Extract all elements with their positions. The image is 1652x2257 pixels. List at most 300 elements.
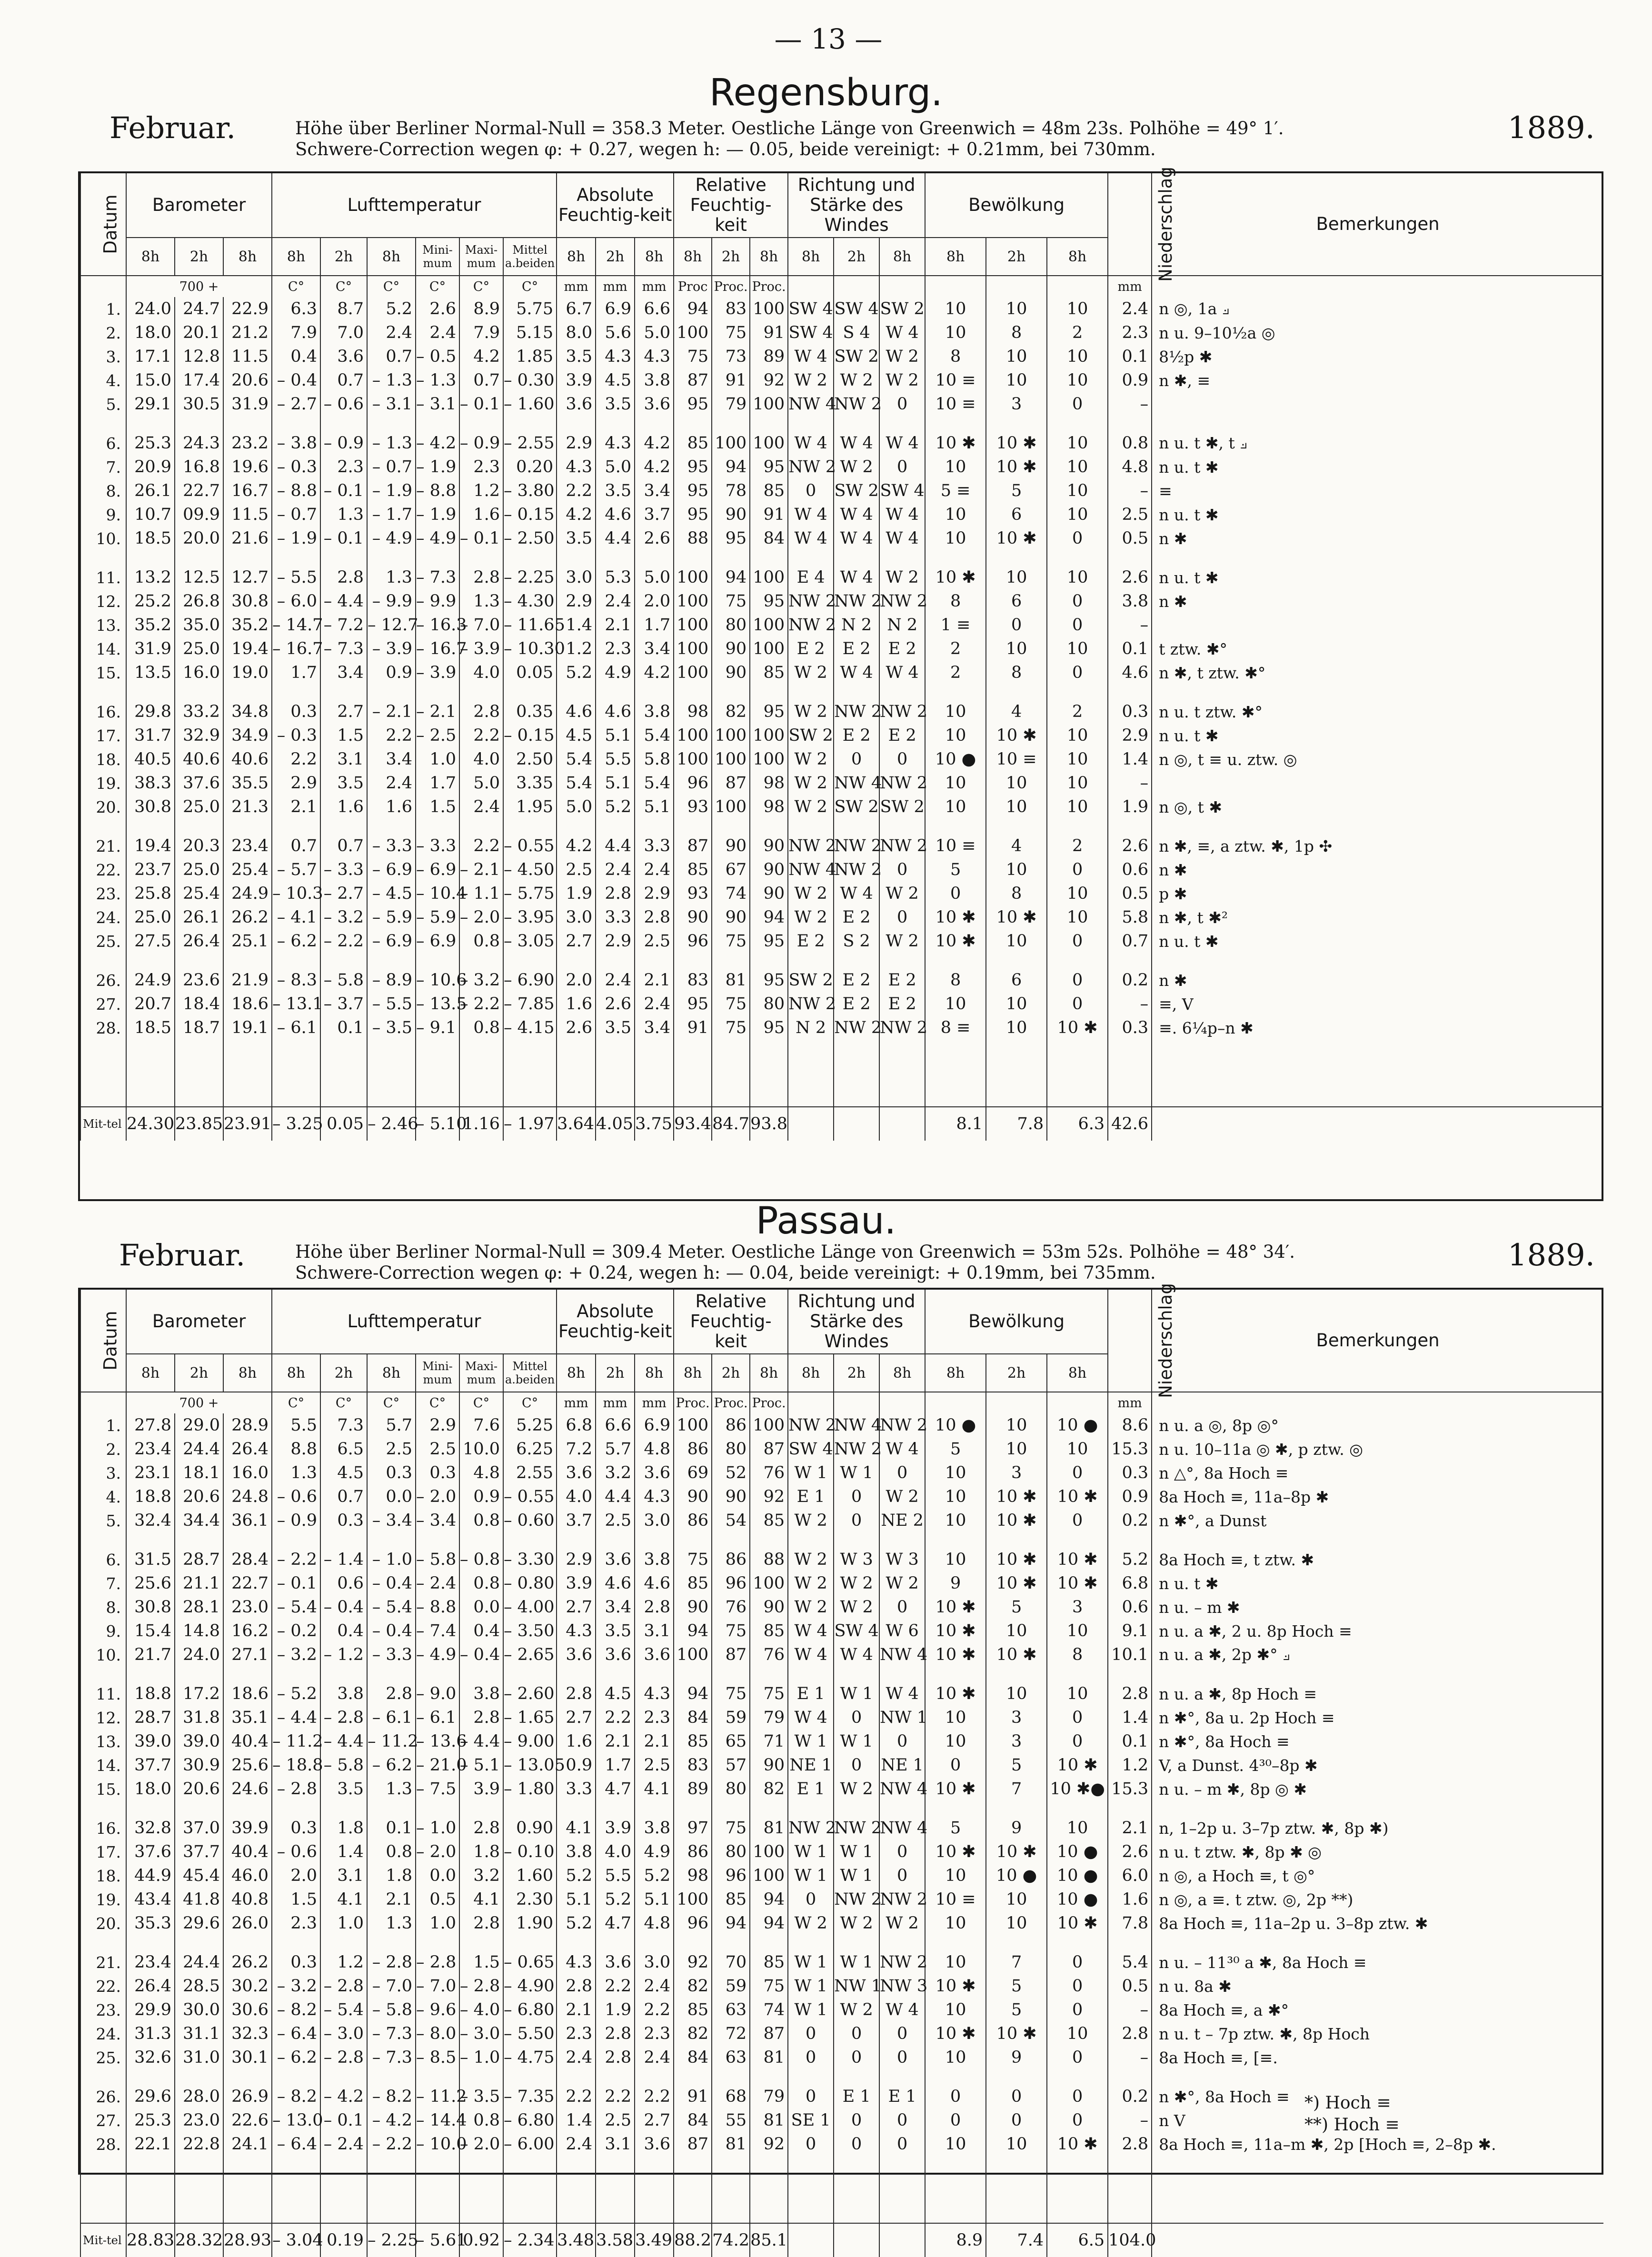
value-cell: W 1 — [834, 1950, 879, 1974]
spacer-cell — [986, 416, 1047, 431]
value-cell: 10 ✱ — [925, 566, 986, 589]
value-cell: 18.6 — [223, 992, 272, 1016]
value-cell: 4.2 — [635, 431, 674, 455]
value-cell: E 4 — [788, 566, 834, 589]
value-cell: 10 ✱ — [986, 431, 1047, 455]
value-cell: 94 — [674, 1682, 712, 1706]
remark-cell: n V — [1152, 2108, 1603, 2132]
value-cell: 0 — [925, 1753, 986, 1777]
value-cell: 0.1 — [1108, 345, 1152, 368]
value-cell: 10 ✱ — [986, 724, 1047, 747]
spacer-cell — [320, 1532, 367, 1548]
value-cell: NW 4 — [879, 1777, 925, 1801]
value-cell: 5 — [986, 479, 1047, 503]
spacer-cell — [320, 953, 367, 968]
value-cell: E 2 — [879, 724, 925, 747]
spacer-cell — [416, 953, 459, 968]
header-bemerkungen: Bemerkungen — [1152, 173, 1603, 276]
spacer-cell — [80, 1667, 126, 1682]
value-cell: 25.3 — [126, 431, 175, 455]
value-cell: 10 — [925, 1548, 986, 1571]
mittel-value: 93.8 — [750, 1107, 788, 1141]
value-cell: – 2.50 — [503, 527, 557, 550]
spacer-cell — [126, 2156, 175, 2223]
spacer-cell — [223, 416, 272, 431]
value-cell: – 2.1 — [367, 700, 416, 724]
remark-cell: n u. – m ✱, 8p ◎ ✱ — [1152, 1777, 1603, 1801]
value-cell: 79 — [712, 392, 750, 416]
value-cell: 10 — [925, 455, 986, 479]
value-cell: 2.4 — [635, 1974, 674, 1998]
value-cell: – 4.2 — [367, 2108, 416, 2132]
spacer-cell — [635, 550, 674, 566]
value-cell: NW 2 — [788, 455, 834, 479]
spacer-cell — [367, 416, 416, 431]
value-cell: – 1.65 — [503, 1706, 557, 1730]
spacer-cell — [1047, 416, 1108, 431]
value-cell: 2.4 — [367, 771, 416, 795]
value-cell: 2.4 — [367, 321, 416, 345]
value-cell: – 6.9 — [416, 929, 459, 953]
value-cell: 10 — [925, 1911, 986, 1935]
spacer-cell — [459, 1935, 503, 1950]
month-label: Februar. — [109, 110, 236, 145]
spacer-cell — [925, 1935, 986, 1950]
remark-cell: 8a Hoch ≡, 11a–8p ✱ — [1152, 1485, 1603, 1509]
value-cell: 1.4 — [1108, 1706, 1152, 1730]
remark-cell: n u. t ✱ — [1152, 503, 1603, 527]
value-cell: 2.3 — [635, 1706, 674, 1730]
value-cell: 2.1 — [1108, 1816, 1152, 1840]
value-cell: 2.7 — [320, 700, 367, 724]
value-cell: 3.8 — [320, 1682, 367, 1706]
value-cell: 93 — [674, 882, 712, 905]
value-cell: 29.6 — [126, 2085, 175, 2108]
unit-cell: C° — [416, 276, 459, 297]
spacer-cell — [925, 416, 986, 431]
value-cell: E 2 — [788, 637, 834, 661]
spacer-cell — [1108, 2069, 1152, 2085]
date-cell: 8. — [80, 1595, 126, 1619]
value-cell: – 13.05 — [503, 1753, 557, 1777]
remark-cell: n ✱, ≡, a ztw. ✱, 1p ✣ — [1152, 834, 1603, 858]
value-cell: 6.25 — [503, 1437, 557, 1461]
value-cell: W 2 — [879, 929, 925, 953]
value-cell: 10 — [925, 2132, 986, 2156]
value-cell: – 16.3 — [416, 613, 459, 637]
value-cell: 3.1 — [635, 1619, 674, 1643]
value-cell: 5.1 — [596, 724, 635, 747]
value-cell: 10 — [1047, 637, 1108, 661]
value-cell: 2.3 — [635, 2022, 674, 2046]
value-cell: 2.5 — [557, 858, 596, 882]
value-cell: – 2.2 — [320, 929, 367, 953]
value-cell: 100 — [674, 747, 712, 771]
value-cell: 90 — [750, 1595, 788, 1619]
value-cell: 5.7 — [367, 1413, 416, 1437]
spacer-cell — [1047, 1532, 1108, 1548]
spacer-cell — [320, 685, 367, 700]
value-cell: 0 — [1047, 2046, 1108, 2069]
unit-cell: Proc — [674, 276, 712, 297]
value-cell: 94 — [674, 1619, 712, 1643]
unit-cell-empty — [1047, 276, 1108, 297]
value-cell: 2.4 — [635, 858, 674, 882]
value-cell: 2.6 — [1108, 1840, 1152, 1864]
spacer-cell — [223, 1040, 272, 1107]
value-cell: – 0.4 — [367, 1571, 416, 1595]
spacer-cell — [788, 1801, 834, 1816]
unit-cell: C° — [272, 276, 320, 297]
unit-cell: C° — [459, 1392, 503, 1413]
value-cell: 28.5 — [175, 1974, 223, 1998]
value-cell: 30.2 — [223, 1974, 272, 1998]
value-cell: 85 — [750, 1619, 788, 1643]
value-cell: – 8.0 — [416, 2022, 459, 2046]
value-cell: 4.3 — [635, 1682, 674, 1706]
value-cell: 10 — [1047, 882, 1108, 905]
table-row — [80, 527, 1603, 550]
value-cell: 82 — [712, 700, 750, 724]
spacer-cell — [834, 550, 879, 566]
value-cell: 2.8 — [1108, 1682, 1152, 1706]
date-cell: 2. — [80, 321, 126, 345]
value-cell: 5.1 — [596, 771, 635, 795]
table-row — [80, 1911, 1603, 1935]
value-cell: 3.4 — [635, 637, 674, 661]
value-cell: 3.8 — [459, 1682, 503, 1706]
value-cell: 5.2 — [1108, 1548, 1152, 1571]
value-cell: – 12.7 — [367, 613, 416, 637]
value-cell: 17.1 — [126, 345, 175, 368]
value-cell: 12.7 — [223, 566, 272, 589]
value-cell: – 7.3 — [367, 2046, 416, 2069]
value-cell: 39.0 — [126, 1730, 175, 1753]
date-cell: 17. — [80, 724, 126, 747]
value-cell: 4.0 — [596, 1840, 635, 1864]
value-cell: – 3.80 — [503, 479, 557, 503]
value-cell: 87 — [712, 771, 750, 795]
spacer-cell — [674, 2069, 712, 2085]
subheader-h2: 2h — [596, 238, 635, 276]
spacer-cell — [788, 550, 834, 566]
value-cell: 28.7 — [126, 1706, 175, 1730]
value-cell: 35.1 — [223, 1706, 272, 1730]
spacer-cell — [503, 819, 557, 834]
subheader-h8: 8h — [126, 238, 175, 276]
subheader-h8: 8h — [750, 1354, 788, 1392]
value-cell: 94 — [674, 297, 712, 321]
value-cell: 3.8 — [557, 1840, 596, 1864]
value-cell: 5.5 — [596, 747, 635, 771]
remark-cell: n u. a ✱, 8p Hoch ≡ — [1152, 1682, 1603, 1706]
value-cell: 95 — [674, 392, 712, 416]
value-cell: 3.7 — [635, 503, 674, 527]
date-cell: 4. — [80, 1485, 126, 1509]
value-cell: 2.8 — [1108, 2022, 1152, 2046]
value-cell: 3.0 — [635, 1509, 674, 1532]
mittel-value: – 1.97 — [503, 1107, 557, 1141]
value-cell: 12.5 — [175, 566, 223, 589]
date-cell: 12. — [80, 1706, 126, 1730]
value-cell: W 1 — [834, 1840, 879, 1864]
value-cell: SW 4 — [879, 479, 925, 503]
value-cell: 1.5 — [272, 1888, 320, 1911]
date-cell: 13. — [80, 613, 126, 637]
value-cell: – 16.7 — [416, 637, 459, 661]
value-cell: – 11.65 — [503, 613, 557, 637]
value-cell: 10 — [986, 2132, 1047, 2156]
value-cell: 10 — [925, 1706, 986, 1730]
value-cell: 100 — [674, 1888, 712, 1911]
unit-cell-empty — [80, 1392, 126, 1413]
spacer-cell — [834, 416, 879, 431]
value-cell: W 2 — [788, 700, 834, 724]
value-cell: 2.2 — [272, 747, 320, 771]
value-cell: 21.1 — [175, 1571, 223, 1595]
spacer-cell — [367, 2069, 416, 2085]
remark-cell: 8½p ✱ — [1152, 345, 1603, 368]
value-cell: – 2.65 — [503, 1643, 557, 1667]
value-cell: 4.7 — [596, 1777, 635, 1801]
table-row — [80, 858, 1603, 882]
date-cell: 17. — [80, 1840, 126, 1864]
subheader-h2: 2h — [175, 1354, 223, 1392]
table-row — [80, 321, 1603, 345]
value-cell: 10 ✱ — [986, 1840, 1047, 1864]
value-cell: 0.8 — [459, 2108, 503, 2132]
value-cell: 1.7 — [635, 613, 674, 637]
value-cell: 3.6 — [557, 392, 596, 416]
value-cell: 30.8 — [126, 795, 175, 819]
weather-table-regensburg — [80, 167, 1603, 1141]
value-cell: 7 — [986, 1950, 1047, 1974]
value-cell: – 10.3 — [272, 882, 320, 905]
value-cell: 26.0 — [223, 1911, 272, 1935]
mittel-value: 8.9 — [925, 2223, 986, 2257]
value-cell: 10 ≡ — [925, 368, 986, 392]
value-cell: 32.6 — [126, 2046, 175, 2069]
value-cell: 10 ● — [1047, 1840, 1108, 1864]
subheader-h2: 2h — [175, 238, 223, 276]
value-cell: 15.0 — [126, 368, 175, 392]
value-cell: 15.4 — [126, 1619, 175, 1643]
value-cell: 85 — [750, 1509, 788, 1532]
value-cell: – 13.0 — [272, 2108, 320, 2132]
value-cell: 0 — [834, 1706, 879, 1730]
value-cell: 0.35 — [503, 700, 557, 724]
value-cell: 10 ✱ — [1047, 1571, 1108, 1595]
value-cell: 5.7 — [596, 1437, 635, 1461]
spacer-cell — [712, 1935, 750, 1950]
spacer-cell — [1108, 1935, 1152, 1950]
value-cell: 4.2 — [635, 661, 674, 685]
value-cell: 0.1 — [1108, 1730, 1152, 1753]
unit-cell-empty — [879, 276, 925, 297]
value-cell: 23.4 — [126, 1437, 175, 1461]
value-cell: 10 ✱ — [986, 905, 1047, 929]
value-cell: 100 — [712, 431, 750, 455]
spacer-cell — [320, 1667, 367, 1682]
value-cell: 10 — [1047, 566, 1108, 589]
value-cell: W 2 — [879, 345, 925, 368]
value-cell: 3.5 — [320, 771, 367, 795]
value-cell: 2.5 — [367, 1437, 416, 1461]
value-cell: W 2 — [834, 1595, 879, 1619]
value-cell: 4.4 — [596, 527, 635, 550]
value-cell: 87 — [674, 2132, 712, 2156]
value-cell: 85 — [750, 661, 788, 685]
value-cell: 2.8 — [1108, 2132, 1152, 2156]
value-cell: 1.4 — [557, 2108, 596, 2132]
value-cell: 1.7 — [416, 771, 459, 795]
value-cell: 26.4 — [175, 929, 223, 953]
value-cell: 1.2 — [459, 479, 503, 503]
value-cell: 80 — [712, 613, 750, 637]
table-row — [80, 2046, 1603, 2069]
unit-cell: C° — [272, 1392, 320, 1413]
value-cell: 10 — [925, 297, 986, 321]
spacer-cell — [503, 416, 557, 431]
value-cell: 5.1 — [557, 1888, 596, 1911]
spacer-cell — [879, 1532, 925, 1548]
value-cell: 25.4 — [223, 858, 272, 882]
value-cell: 0.20 — [503, 455, 557, 479]
value-cell: 0.4 — [320, 1619, 367, 1643]
value-cell: SW 2 — [834, 479, 879, 503]
value-cell: 4.6 — [596, 503, 635, 527]
spacer-cell — [320, 2069, 367, 2085]
value-cell: E 2 — [879, 637, 925, 661]
date-cell: 16. — [80, 1816, 126, 1840]
value-cell: 2.4 — [596, 858, 635, 882]
year-label: 1889. — [1507, 1238, 1595, 1273]
header-bewoelkung: Bewölkung — [925, 1290, 1108, 1354]
value-cell: 0.1 — [320, 1016, 367, 1040]
value-cell: 7.3 — [320, 1413, 367, 1437]
value-cell: 20.0 — [175, 527, 223, 550]
value-cell: 10 — [986, 1016, 1047, 1040]
spacer-cell — [459, 1667, 503, 1682]
remark-cell: n u. 10–11a ◎ ✱, p ztw. ◎ — [1152, 1437, 1603, 1461]
value-cell: 6 — [986, 589, 1047, 613]
value-cell: – 4.2 — [320, 2085, 367, 2108]
value-cell: 80 — [712, 1777, 750, 1801]
value-cell: W 2 — [788, 771, 834, 795]
mittel-value — [834, 1107, 879, 1141]
unit-niederschlag: mm — [1108, 276, 1152, 297]
spacer-cell — [272, 1532, 320, 1548]
table-row — [80, 1950, 1603, 1974]
value-cell: 18.7 — [175, 1016, 223, 1040]
value-cell: 10 ≡ — [925, 834, 986, 858]
spacer-cell — [80, 2156, 126, 2223]
value-cell: 2.9 — [596, 929, 635, 953]
remark-cell: n ◎, a ≡. t ztw. ◎, 2p **) — [1152, 1888, 1603, 1911]
value-cell: 19.1 — [223, 1016, 272, 1040]
spacer-cell — [126, 819, 175, 834]
unit-cell: mm — [596, 276, 635, 297]
value-cell: – 3.8 — [272, 431, 320, 455]
value-cell: 5.0 — [596, 455, 635, 479]
value-cell: 100 — [712, 795, 750, 819]
value-cell: 1.95 — [503, 795, 557, 819]
value-cell: 8 — [1047, 1643, 1108, 1667]
remark-cell: n ✱ — [1152, 858, 1603, 882]
value-cell: 4.8 — [459, 1461, 503, 1485]
value-cell: 0 — [1047, 527, 1108, 550]
value-cell: – 16.7 — [272, 637, 320, 661]
value-cell: 16.0 — [223, 1461, 272, 1485]
value-cell: 10 — [986, 1413, 1047, 1437]
value-cell: 10 — [925, 795, 986, 819]
value-cell: – 5.9 — [416, 905, 459, 929]
value-cell: – 2.55 — [503, 431, 557, 455]
value-cell: W 4 — [879, 503, 925, 527]
value-cell: 10 ✱ — [925, 1974, 986, 1998]
value-cell: 35.5 — [223, 771, 272, 795]
table-row — [80, 929, 1603, 953]
date-cell: 19. — [80, 1888, 126, 1911]
value-cell: 1.6 — [1108, 1888, 1152, 1911]
value-cell: 83 — [674, 1753, 712, 1777]
mittel-value: 23.85 — [175, 1107, 223, 1141]
value-cell: – 3.50 — [503, 1619, 557, 1643]
value-cell: 0.7 — [320, 1485, 367, 1509]
value-cell: 100 — [712, 747, 750, 771]
value-cell: 100 — [674, 321, 712, 345]
mittel-label: Mit-tel — [80, 2223, 126, 2257]
value-cell: 35.2 — [126, 613, 175, 637]
value-cell: 84 — [674, 1706, 712, 1730]
value-cell: 70 — [712, 1950, 750, 1974]
value-cell: 84 — [750, 527, 788, 550]
value-cell: W 2 — [788, 795, 834, 819]
table-row — [80, 747, 1603, 771]
mittel-value: 7.8 — [986, 1107, 1047, 1141]
value-cell: – 3.0 — [320, 2022, 367, 2046]
spacer-cell — [712, 1667, 750, 1682]
remark-cell: n u. t ✱ — [1152, 566, 1603, 589]
value-cell: W 1 — [834, 1461, 879, 1485]
spacer-cell — [712, 1532, 750, 1548]
value-cell: 10 — [1047, 368, 1108, 392]
value-cell: 6.8 — [1108, 1571, 1152, 1595]
value-cell: 3.8 — [1108, 589, 1152, 613]
spacer-cell — [879, 819, 925, 834]
value-cell: 4.5 — [320, 1461, 367, 1485]
table-row — [80, 1643, 1603, 1667]
spacer-cell — [223, 1667, 272, 1682]
unit-cell: C° — [367, 1392, 416, 1413]
mittel-value: 1.16 — [459, 1107, 503, 1141]
value-cell: 3.0 — [635, 1950, 674, 1974]
table-row — [80, 431, 1603, 455]
header-lufttemperatur: Lufttemperatur — [272, 173, 557, 238]
value-cell: – 4.50 — [503, 858, 557, 882]
date-cell: 28. — [80, 1016, 126, 1040]
value-cell: 80 — [750, 992, 788, 1016]
value-cell: 2.2 — [459, 834, 503, 858]
value-cell: 5 — [986, 1998, 1047, 2022]
value-cell: – 7.0 — [367, 1974, 416, 1998]
spacer-cell — [879, 953, 925, 968]
value-cell: – 8.2 — [272, 1998, 320, 2022]
value-cell: 10 — [1047, 503, 1108, 527]
value-cell: 5.4 — [635, 724, 674, 747]
value-cell: 3.6 — [635, 1643, 674, 1667]
value-cell: 2.2 — [459, 724, 503, 747]
